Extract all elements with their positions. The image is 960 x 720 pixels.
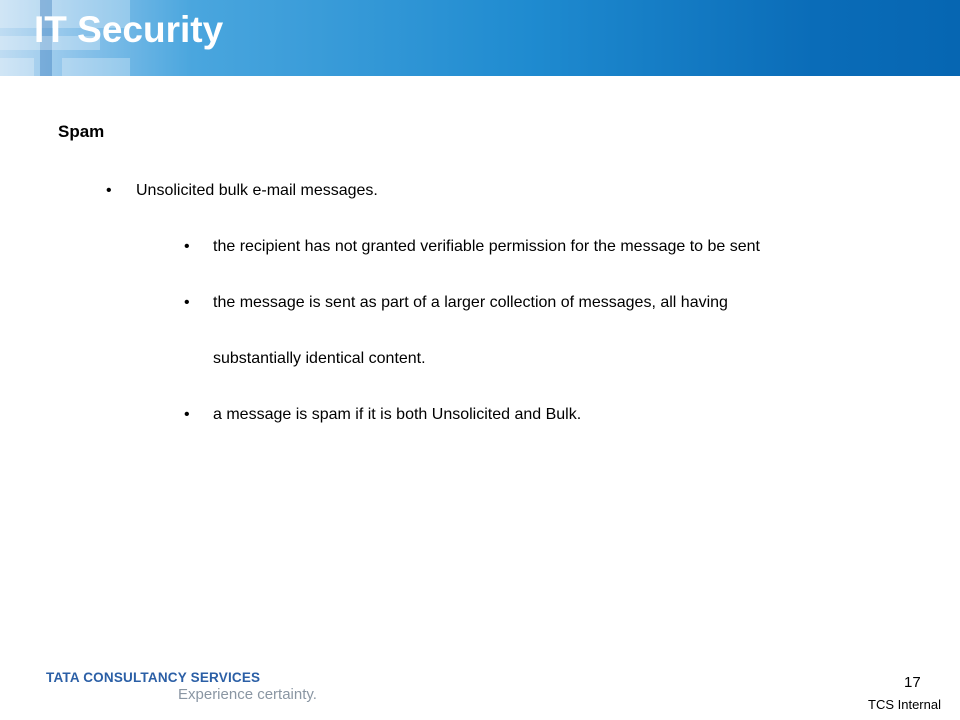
list-item [184, 294, 884, 314]
list-item-text: substantially identical content. [213, 350, 426, 367]
header-banner [0, 0, 960, 76]
logo-wordmark: TATA CONSULTANCY SERVICES [46, 670, 261, 685]
header-pattern-block [0, 58, 34, 76]
slide-title: IT Security [34, 9, 224, 50]
list-item-text: a message is spam if it is both Unsolicited and Bulk. [213, 406, 582, 423]
header-pattern-block [62, 58, 130, 76]
bullet-marker: • [184, 406, 190, 423]
list-item-text: Unsolicited bulk e-mail messages. [136, 182, 378, 199]
list-item-text: the recipient has not granted verifiable permission for the message to be sent [213, 238, 760, 255]
list-item-continuation [184, 350, 884, 370]
classification-label: TCS Internal [868, 697, 941, 712]
list-item [106, 182, 706, 202]
logo-tagline: Experience certainty. [178, 686, 317, 703]
company-logo [46, 670, 317, 703]
page-number: 17 [904, 674, 921, 691]
list-item [184, 238, 884, 258]
list-item-text: the message is sent as part of a larger collection of messages, all having [213, 294, 728, 311]
bullet-marker: • [184, 238, 190, 255]
bullet-marker: • [106, 182, 112, 199]
list-item [184, 406, 884, 426]
section-heading: Spam [58, 122, 105, 141]
bullet-marker: • [184, 294, 190, 311]
